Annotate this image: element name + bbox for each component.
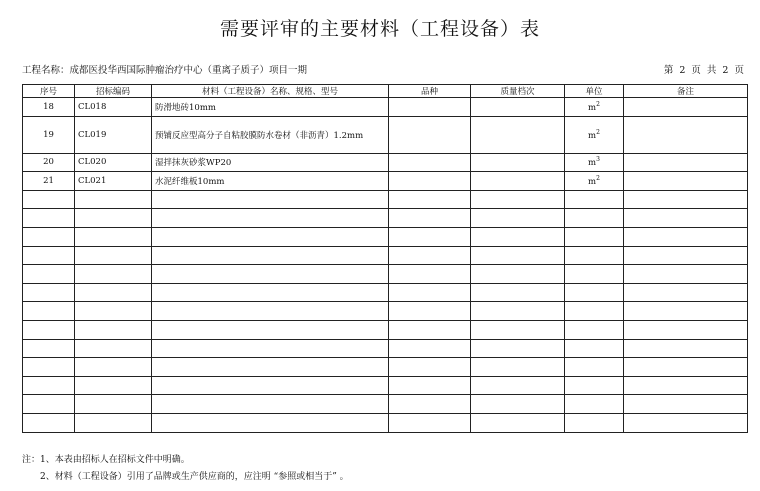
cell-unit <box>565 116 624 153</box>
empty-cell <box>565 209 624 228</box>
empty-cell <box>565 358 624 377</box>
empty-cell <box>75 246 152 265</box>
empty-cell <box>565 395 624 414</box>
empty-cell <box>624 283 748 302</box>
empty-cell <box>624 320 748 339</box>
cell-name: 预铺反应型高分子自粘胶膜防水卷材（非沥青）1.2mm <box>152 116 389 153</box>
empty-cell <box>471 320 565 339</box>
table-row-empty <box>23 265 748 284</box>
table-row <box>23 172 748 191</box>
empty-cell <box>624 209 748 228</box>
cell-serial: 21 <box>23 172 75 191</box>
empty-cell <box>23 302 75 321</box>
empty-cell <box>565 246 624 265</box>
empty-cell <box>75 395 152 414</box>
empty-cell <box>23 209 75 228</box>
cell-note <box>624 116 748 153</box>
unit-superscript: 2 <box>596 175 600 183</box>
empty-cell <box>471 227 565 246</box>
cell-grade <box>471 153 565 172</box>
page-number: 第 2 页 共 2 页 <box>663 65 744 76</box>
empty-cell <box>389 413 471 432</box>
empty-cell <box>624 190 748 209</box>
table-row-empty <box>23 209 748 228</box>
unit-superscript: 2 <box>596 128 600 136</box>
empty-cell <box>565 339 624 358</box>
empty-cell <box>75 190 152 209</box>
empty-cell <box>471 246 565 265</box>
unit-text: m <box>588 102 597 113</box>
empty-cell <box>152 395 389 414</box>
cell-serial: 19 <box>23 116 75 153</box>
empty-cell <box>152 339 389 358</box>
cell-serial: 18 <box>23 98 75 117</box>
cell-note <box>624 98 748 117</box>
empty-cell <box>152 320 389 339</box>
table-row-empty <box>23 413 748 432</box>
empty-cell <box>152 358 389 377</box>
empty-cell <box>152 227 389 246</box>
empty-cell <box>565 227 624 246</box>
project-label: 工程名称： <box>22 65 70 76</box>
cell-unit <box>565 98 624 117</box>
cell-unit <box>565 172 624 191</box>
note-1: 注：1、本表由招标人在招标文件中明确。 <box>22 455 190 465</box>
empty-cell <box>23 265 75 284</box>
table-row <box>23 153 748 172</box>
empty-cell <box>23 190 75 209</box>
empty-cell <box>565 376 624 395</box>
header-note: 备注 <box>624 85 748 98</box>
table-row-empty <box>23 358 748 377</box>
note-2: 2、材料（工程设备）引用了品牌或生产供应商的，应注明 “参照或相当于” 。 <box>40 472 349 482</box>
empty-cell <box>471 265 565 284</box>
header-variety: 品种 <box>389 85 471 98</box>
empty-cell <box>152 190 389 209</box>
empty-cell <box>23 395 75 414</box>
cell-grade <box>471 172 565 191</box>
table-row-empty <box>23 376 748 395</box>
empty-cell <box>75 302 152 321</box>
empty-cell <box>389 265 471 284</box>
cell-variety <box>389 153 471 172</box>
empty-cell <box>565 283 624 302</box>
empty-cell <box>23 339 75 358</box>
empty-cell <box>471 413 565 432</box>
cell-note <box>624 172 748 191</box>
empty-cell <box>565 265 624 284</box>
empty-cell <box>152 302 389 321</box>
empty-cell <box>389 209 471 228</box>
empty-cell <box>565 190 624 209</box>
materials-table <box>22 84 748 433</box>
empty-cell <box>389 376 471 395</box>
empty-cell <box>23 358 75 377</box>
empty-cell <box>23 376 75 395</box>
table-row-empty <box>23 283 748 302</box>
empty-cell <box>152 283 389 302</box>
cell-code: CL020 <box>75 153 152 172</box>
page-title: 需要评审的主要材料（工程设备）表 <box>219 18 540 40</box>
table-row-empty <box>23 302 748 321</box>
empty-cell <box>471 339 565 358</box>
cell-name: 防滑地砖10mm <box>152 98 389 117</box>
empty-cell <box>389 227 471 246</box>
empty-cell <box>75 265 152 284</box>
cell-variety <box>389 98 471 117</box>
empty-cell <box>152 265 389 284</box>
empty-cell <box>624 395 748 414</box>
table-row-empty <box>23 395 748 414</box>
empty-cell <box>471 395 565 414</box>
empty-cell <box>75 339 152 358</box>
empty-cell <box>75 413 152 432</box>
table-row <box>23 116 748 153</box>
empty-cell <box>75 227 152 246</box>
project-name-line <box>22 62 307 76</box>
table-row-empty <box>23 227 748 246</box>
empty-cell <box>152 209 389 228</box>
cell-name: 湿拌抹灰砂浆WP20 <box>152 153 389 172</box>
unit-text: m <box>588 158 597 169</box>
empty-cell <box>75 283 152 302</box>
cell-code: CL019 <box>75 116 152 153</box>
empty-cell <box>152 246 389 265</box>
table-row-empty <box>23 246 748 265</box>
empty-cell <box>389 320 471 339</box>
header-serial: 序号 <box>23 85 75 98</box>
empty-cell <box>389 395 471 414</box>
cell-grade <box>471 116 565 153</box>
cell-variety <box>389 172 471 191</box>
table-row-empty <box>23 339 748 358</box>
empty-cell <box>624 302 748 321</box>
empty-cell <box>471 190 565 209</box>
header-grade: 质量档次 <box>471 85 565 98</box>
header-unit: 单位 <box>565 85 624 98</box>
cell-grade <box>471 98 565 117</box>
cell-code: CL021 <box>75 172 152 191</box>
cell-serial: 20 <box>23 153 75 172</box>
table-row-empty <box>23 190 748 209</box>
unit-superscript: 3 <box>596 156 600 164</box>
empty-cell <box>565 302 624 321</box>
empty-cell <box>389 358 471 377</box>
empty-cell <box>75 358 152 377</box>
cell-code: CL018 <box>75 98 152 117</box>
empty-cell <box>624 376 748 395</box>
empty-cell <box>23 227 75 246</box>
cell-name: 水泥纤维板10mm <box>152 172 389 191</box>
empty-cell <box>389 339 471 358</box>
header-name: 材料（工程设备）名称、规格、型号 <box>152 85 389 98</box>
empty-cell <box>565 320 624 339</box>
unit-superscript: 2 <box>596 100 600 108</box>
cell-unit <box>565 153 624 172</box>
empty-cell <box>389 246 471 265</box>
empty-cell <box>75 376 152 395</box>
empty-cell <box>624 265 748 284</box>
empty-cell <box>152 376 389 395</box>
empty-cell <box>624 358 748 377</box>
empty-cell <box>389 283 471 302</box>
empty-cell <box>624 227 748 246</box>
project-name: 成都医投华西国际肿瘤治疗中心（重离子质子）项目一期 <box>69 65 308 76</box>
empty-cell <box>624 246 748 265</box>
empty-cell <box>23 413 75 432</box>
notes <box>22 452 349 486</box>
empty-cell <box>624 339 748 358</box>
table-row <box>23 98 748 117</box>
empty-cell <box>471 302 565 321</box>
cell-variety <box>389 116 471 153</box>
empty-rows <box>23 190 748 432</box>
empty-cell <box>471 209 565 228</box>
empty-cell <box>152 413 389 432</box>
table-header-row <box>23 85 748 98</box>
table-row-empty <box>23 320 748 339</box>
empty-cell <box>389 302 471 321</box>
empty-cell <box>624 413 748 432</box>
empty-cell <box>389 190 471 209</box>
empty-cell <box>75 209 152 228</box>
empty-cell <box>23 246 75 265</box>
unit-text: m <box>588 176 597 187</box>
empty-cell <box>471 358 565 377</box>
empty-cell <box>23 320 75 339</box>
empty-cell <box>471 376 565 395</box>
empty-cell <box>471 283 565 302</box>
empty-cell <box>565 413 624 432</box>
empty-cell <box>75 320 152 339</box>
header-code: 招标编码 <box>75 85 152 98</box>
unit-text: m <box>588 130 597 141</box>
cell-note <box>624 153 748 172</box>
empty-cell <box>23 283 75 302</box>
